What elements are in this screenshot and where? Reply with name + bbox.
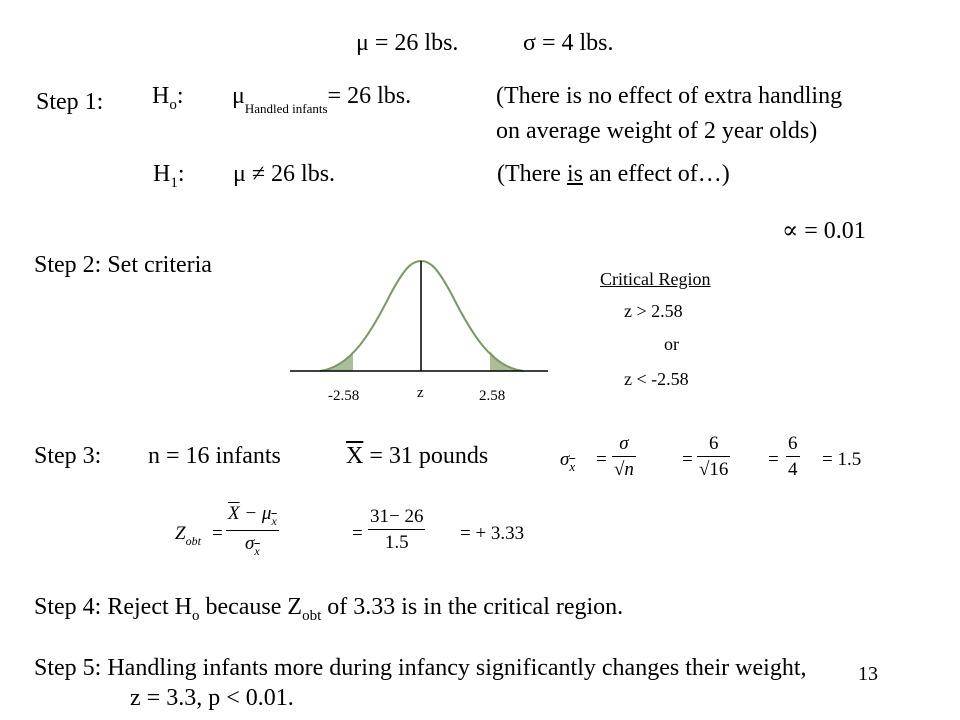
step5-line1: Step 5: Handling infants more during infancy significantly changes their weight, (34, 655, 807, 681)
left-tail-region (320, 351, 353, 371)
alt-hypothesis-note: (There is an effect of…) (497, 161, 730, 187)
z-equals-1: = (212, 523, 223, 544)
z-fraction-values: 31− 26 1.5 (370, 506, 424, 553)
step1-label: Step 1: (36, 89, 104, 115)
step3-label: Step 3: (34, 443, 102, 469)
axis-label-z: z (417, 385, 424, 401)
se-fraction-simplified: 6 4 (788, 433, 798, 480)
z-fraction-formula: $\overline{X} - \mu_{\overline{x}}$ $\sigma_{\overline{x}}$ (228, 503, 277, 558)
null-hypothesis-label: $H_o$: (152, 83, 184, 113)
se-fraction-values: 6 √16 (699, 433, 729, 480)
sample-size: n = 16 infants (148, 443, 281, 469)
alt-hypothesis-statement: μ ≠ 26 lbs. (233, 161, 336, 187)
se-result: = 1.5 (822, 449, 862, 470)
population-sd: σ = 4 lbs. (523, 30, 614, 56)
se-equals-2: = (682, 449, 693, 470)
critical-lower: z < -2.58 (624, 369, 689, 389)
step4-text: Step 4: Reject $H_o$ because $Z_{obt}$ of 3.33 is in the critical region. (34, 594, 624, 624)
right-tail-region (490, 351, 523, 371)
null-hypothesis-note-line1: (There is no effect of extra handling (496, 83, 843, 109)
axis-label-right: 2.58 (479, 388, 506, 404)
z-equals-2: = (352, 523, 363, 544)
alpha-level: ∝ = 0.01 (782, 218, 866, 244)
null-hypothesis-note-line2: on average weight of 2 year olds) (496, 118, 818, 144)
sample-mean: $\overline{X} = 31$ pounds (346, 443, 489, 469)
slide-number: 13 (858, 663, 878, 685)
critical-upper: z > 2.58 (624, 301, 683, 321)
normal-curve-diagram (290, 255, 560, 385)
step2-label: Step 2: Set criteria (34, 252, 212, 278)
se-fraction-formula: σ √n (614, 433, 634, 480)
step5-line2: z = 3.3, p < 0.01. (130, 685, 294, 711)
z-obt-symbol: $Z_{obt}$ (175, 523, 201, 548)
se-equals-1: = (596, 449, 607, 470)
population-mean: μ = 26 lbs. (356, 30, 459, 56)
se-symbol: $\sigma_{\overline{x}}$ (560, 449, 576, 474)
critical-region-title: Critical Region (600, 269, 711, 289)
axis-label-left: -2.58 (328, 388, 360, 404)
critical-or: or (664, 334, 679, 354)
z-result: = + 3.33 (460, 523, 525, 544)
alt-hypothesis-label: $H_1$: (153, 161, 185, 191)
null-hypothesis-statement: $\mu_{Handled infants}= 26$ lbs. (232, 83, 412, 116)
se-equals-3: = (768, 449, 779, 470)
